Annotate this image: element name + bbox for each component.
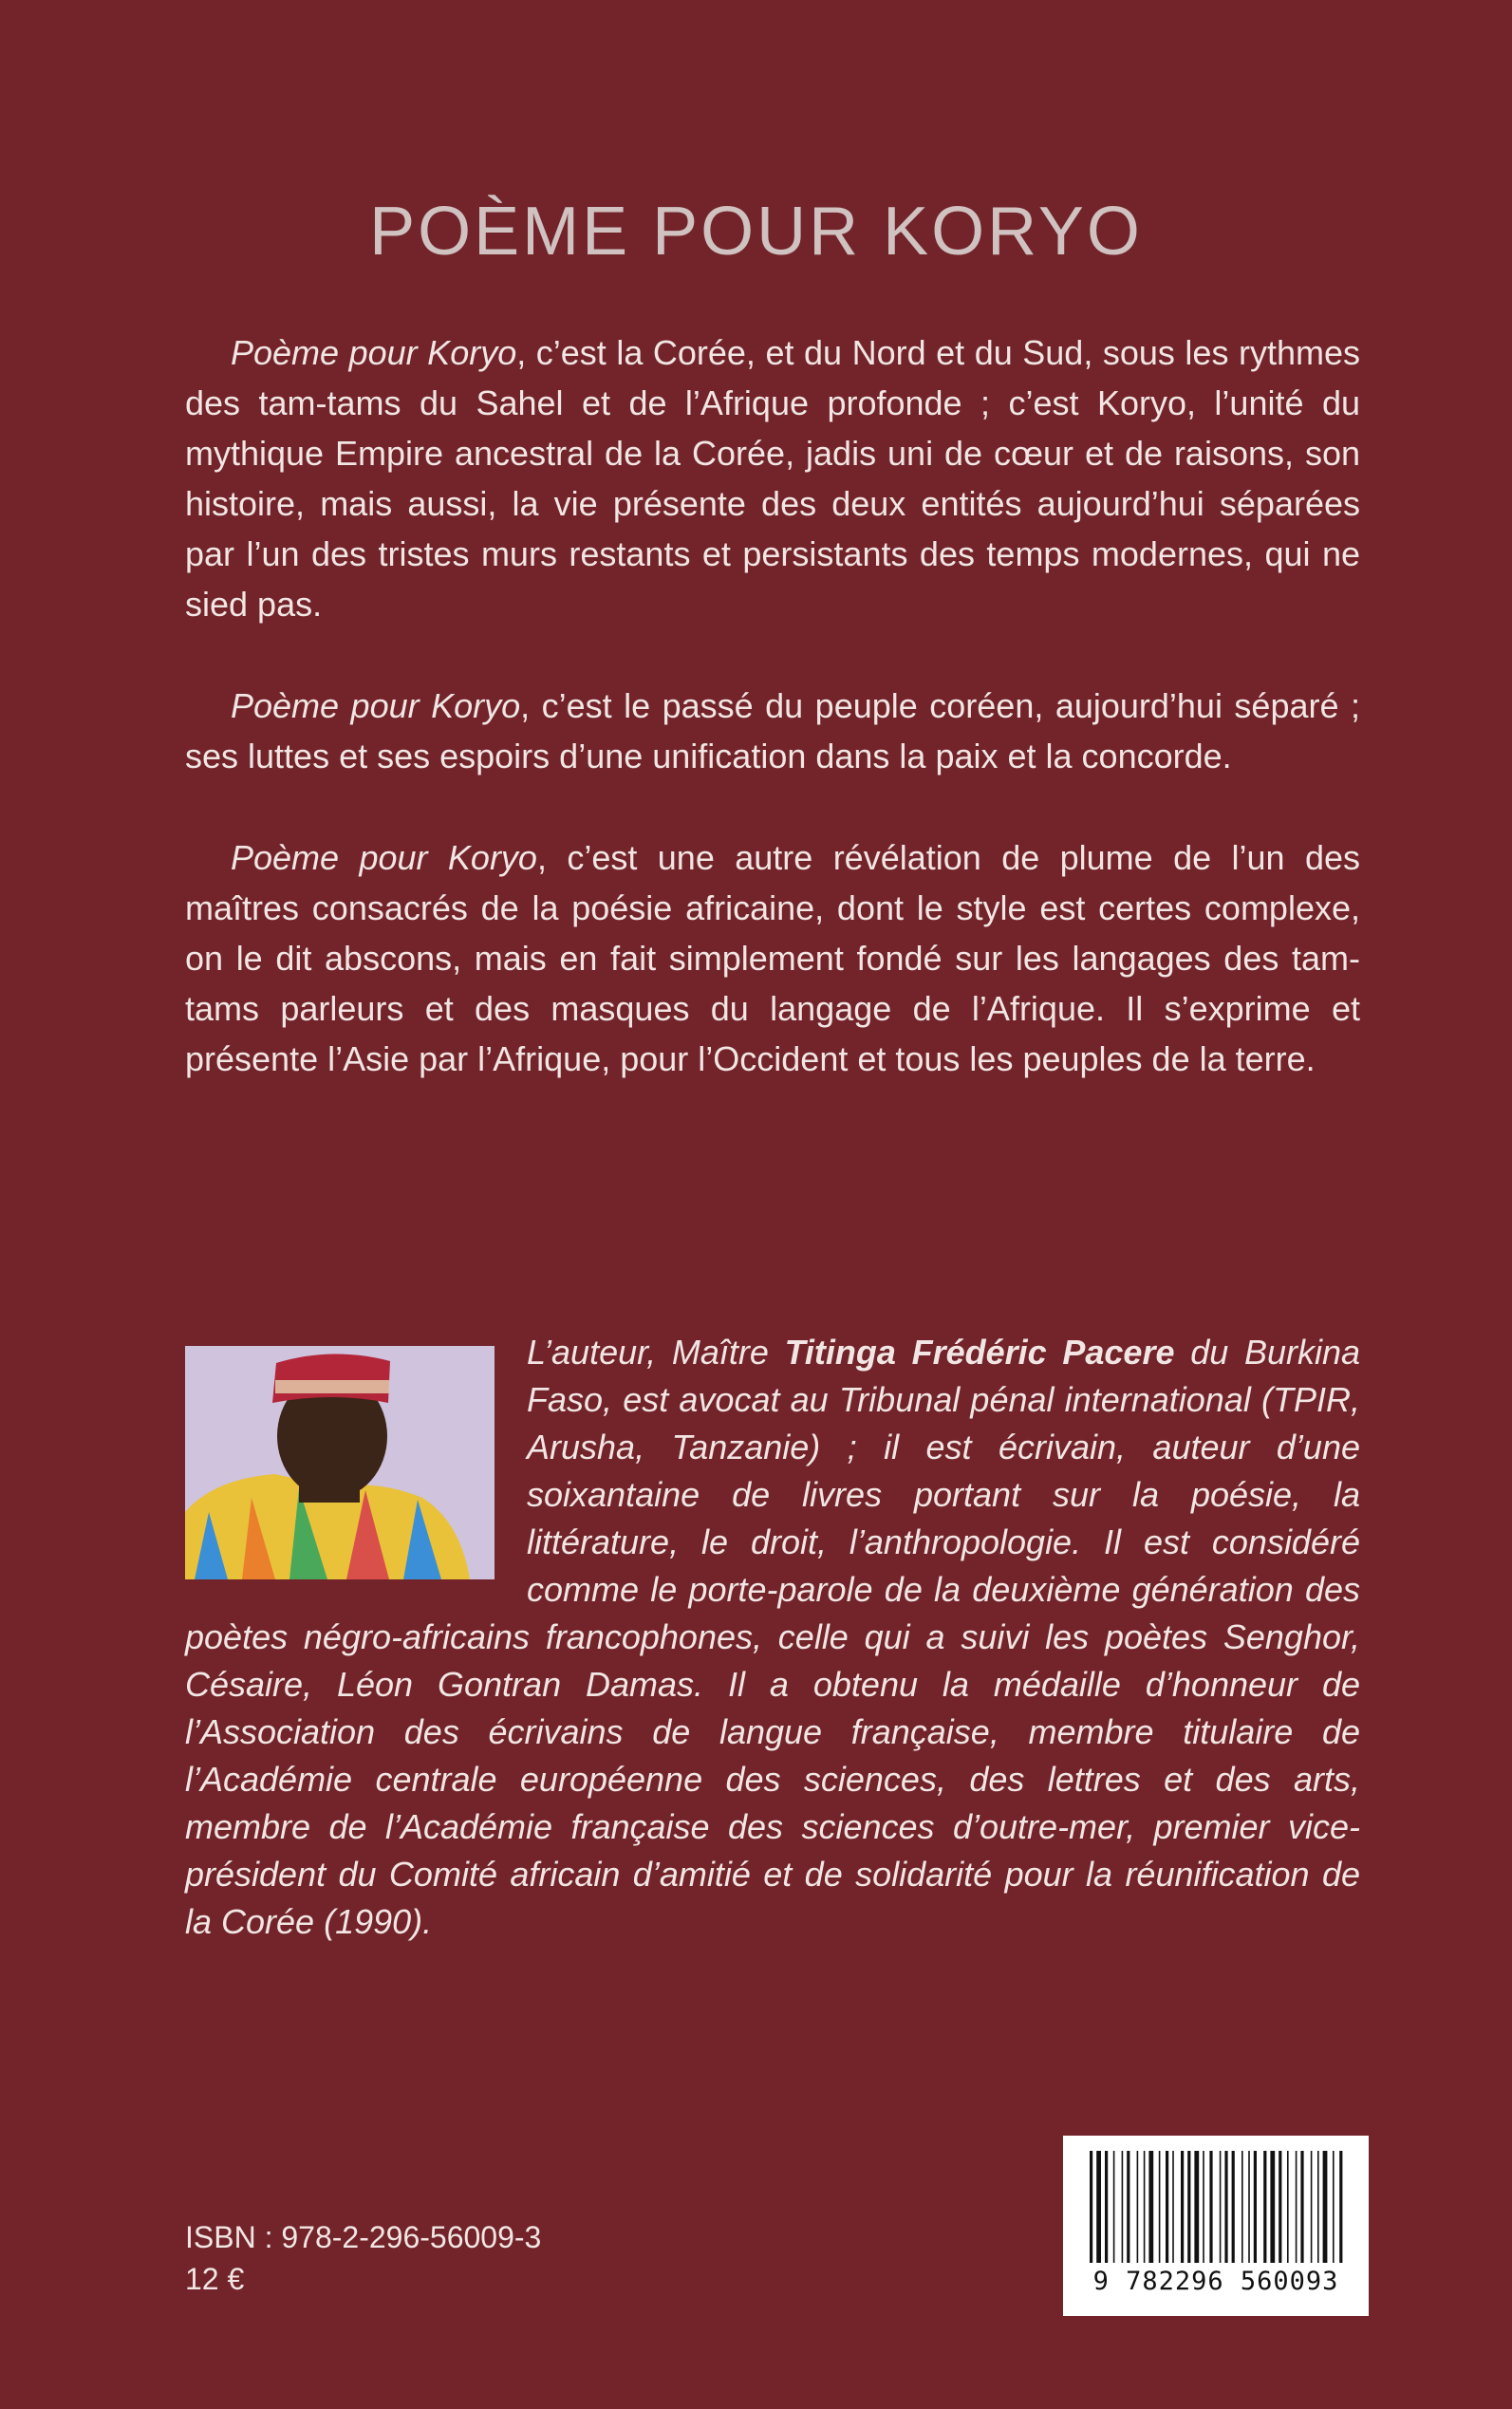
blurb-paragraph bbox=[185, 681, 1360, 781]
blurb-text: , c’est une autre révélation de plume de l’un des maîtres consacrés de la poésie africaine, dont le style est certes complexe, on le dit abscons, mais en fait simplement fondé sur les langages des tam-tams parleurs et des masques du langage de l’Afrique. Il s’exprime et présente l’Asie par l’Afrique, pour l’Occident et tous les peuples de la terre. bbox=[185, 838, 1360, 1078]
blurb-lead: Poème pour Koryo bbox=[231, 686, 521, 725]
isbn: ISBN : 978-2-296-56009-3 bbox=[185, 2220, 542, 2254]
author-bio bbox=[185, 1329, 1360, 1946]
barcode-digits: 9 782296 560093 bbox=[1092, 2267, 1339, 2296]
barcode bbox=[1063, 2136, 1369, 2316]
back-cover-blurb bbox=[185, 327, 1360, 1135]
blurb-lead: Poème pour Koryo bbox=[231, 333, 517, 372]
price: 12 € bbox=[185, 2262, 245, 2296]
barcode-bars bbox=[1063, 2136, 1369, 2269]
blurb-text: , c’est la Corée, et du Nord et du Sud, sous les rythmes des tam-tams du Sahel et de l’Afrique profonde ; c’est Koryo, l’unité du mythique Empire ancestral de la Corée, jadis uni de cœur et de raisons, son histoire, mais aussi, la vie présente des deux entités aujourd’hui séparées par l’un des tristes murs restants et persistants des temps modernes, qui ne sied pas. bbox=[185, 333, 1361, 624]
author-bio-text: du Burkina Faso, est avocat au Tribunal pénal international (TPIR, Arusha, Tanzanie) ; il est écrivain, auteur d’une soixantaine de livres portant sur la poésie, la littérature, le droit, l’anthropologie. Il est considéré comme le porte-parole de la deuxième génération des poètes négro-africains francophones, celle qui a suivi les poètes Senghor, Césaire, Léon Gontran Damas. Il a obtenu la médaille d’honneur de l’Association des écrivains de langue française, membre titulaire de l’Académie centrale européenne des sciences, des lettres et des arts, membre de l’Académie française des sciences d’outre-mer, premier vice-président du Comité africain d’amitié et de solidarité pour la réunification de la Corée (1990). bbox=[185, 1333, 1360, 1941]
blurb-lead: Poème pour Koryo bbox=[231, 838, 537, 877]
author-name: Titinga Frédéric Pacere bbox=[784, 1333, 1175, 1372]
blurb-paragraph bbox=[185, 832, 1360, 1084]
author-bio-intro: L’auteur, Maître bbox=[527, 1333, 785, 1372]
isbn-block bbox=[185, 2216, 541, 2300]
blurb-text: , c’est le passé du peuple coréen, aujourd’hui séparé ; ses luttes et ses espoirs d’une unification dans la paix et la concorde. bbox=[185, 686, 1360, 775]
book-title: POÈME POUR KORYO bbox=[369, 194, 1143, 271]
blurb-paragraph bbox=[185, 327, 1360, 629]
